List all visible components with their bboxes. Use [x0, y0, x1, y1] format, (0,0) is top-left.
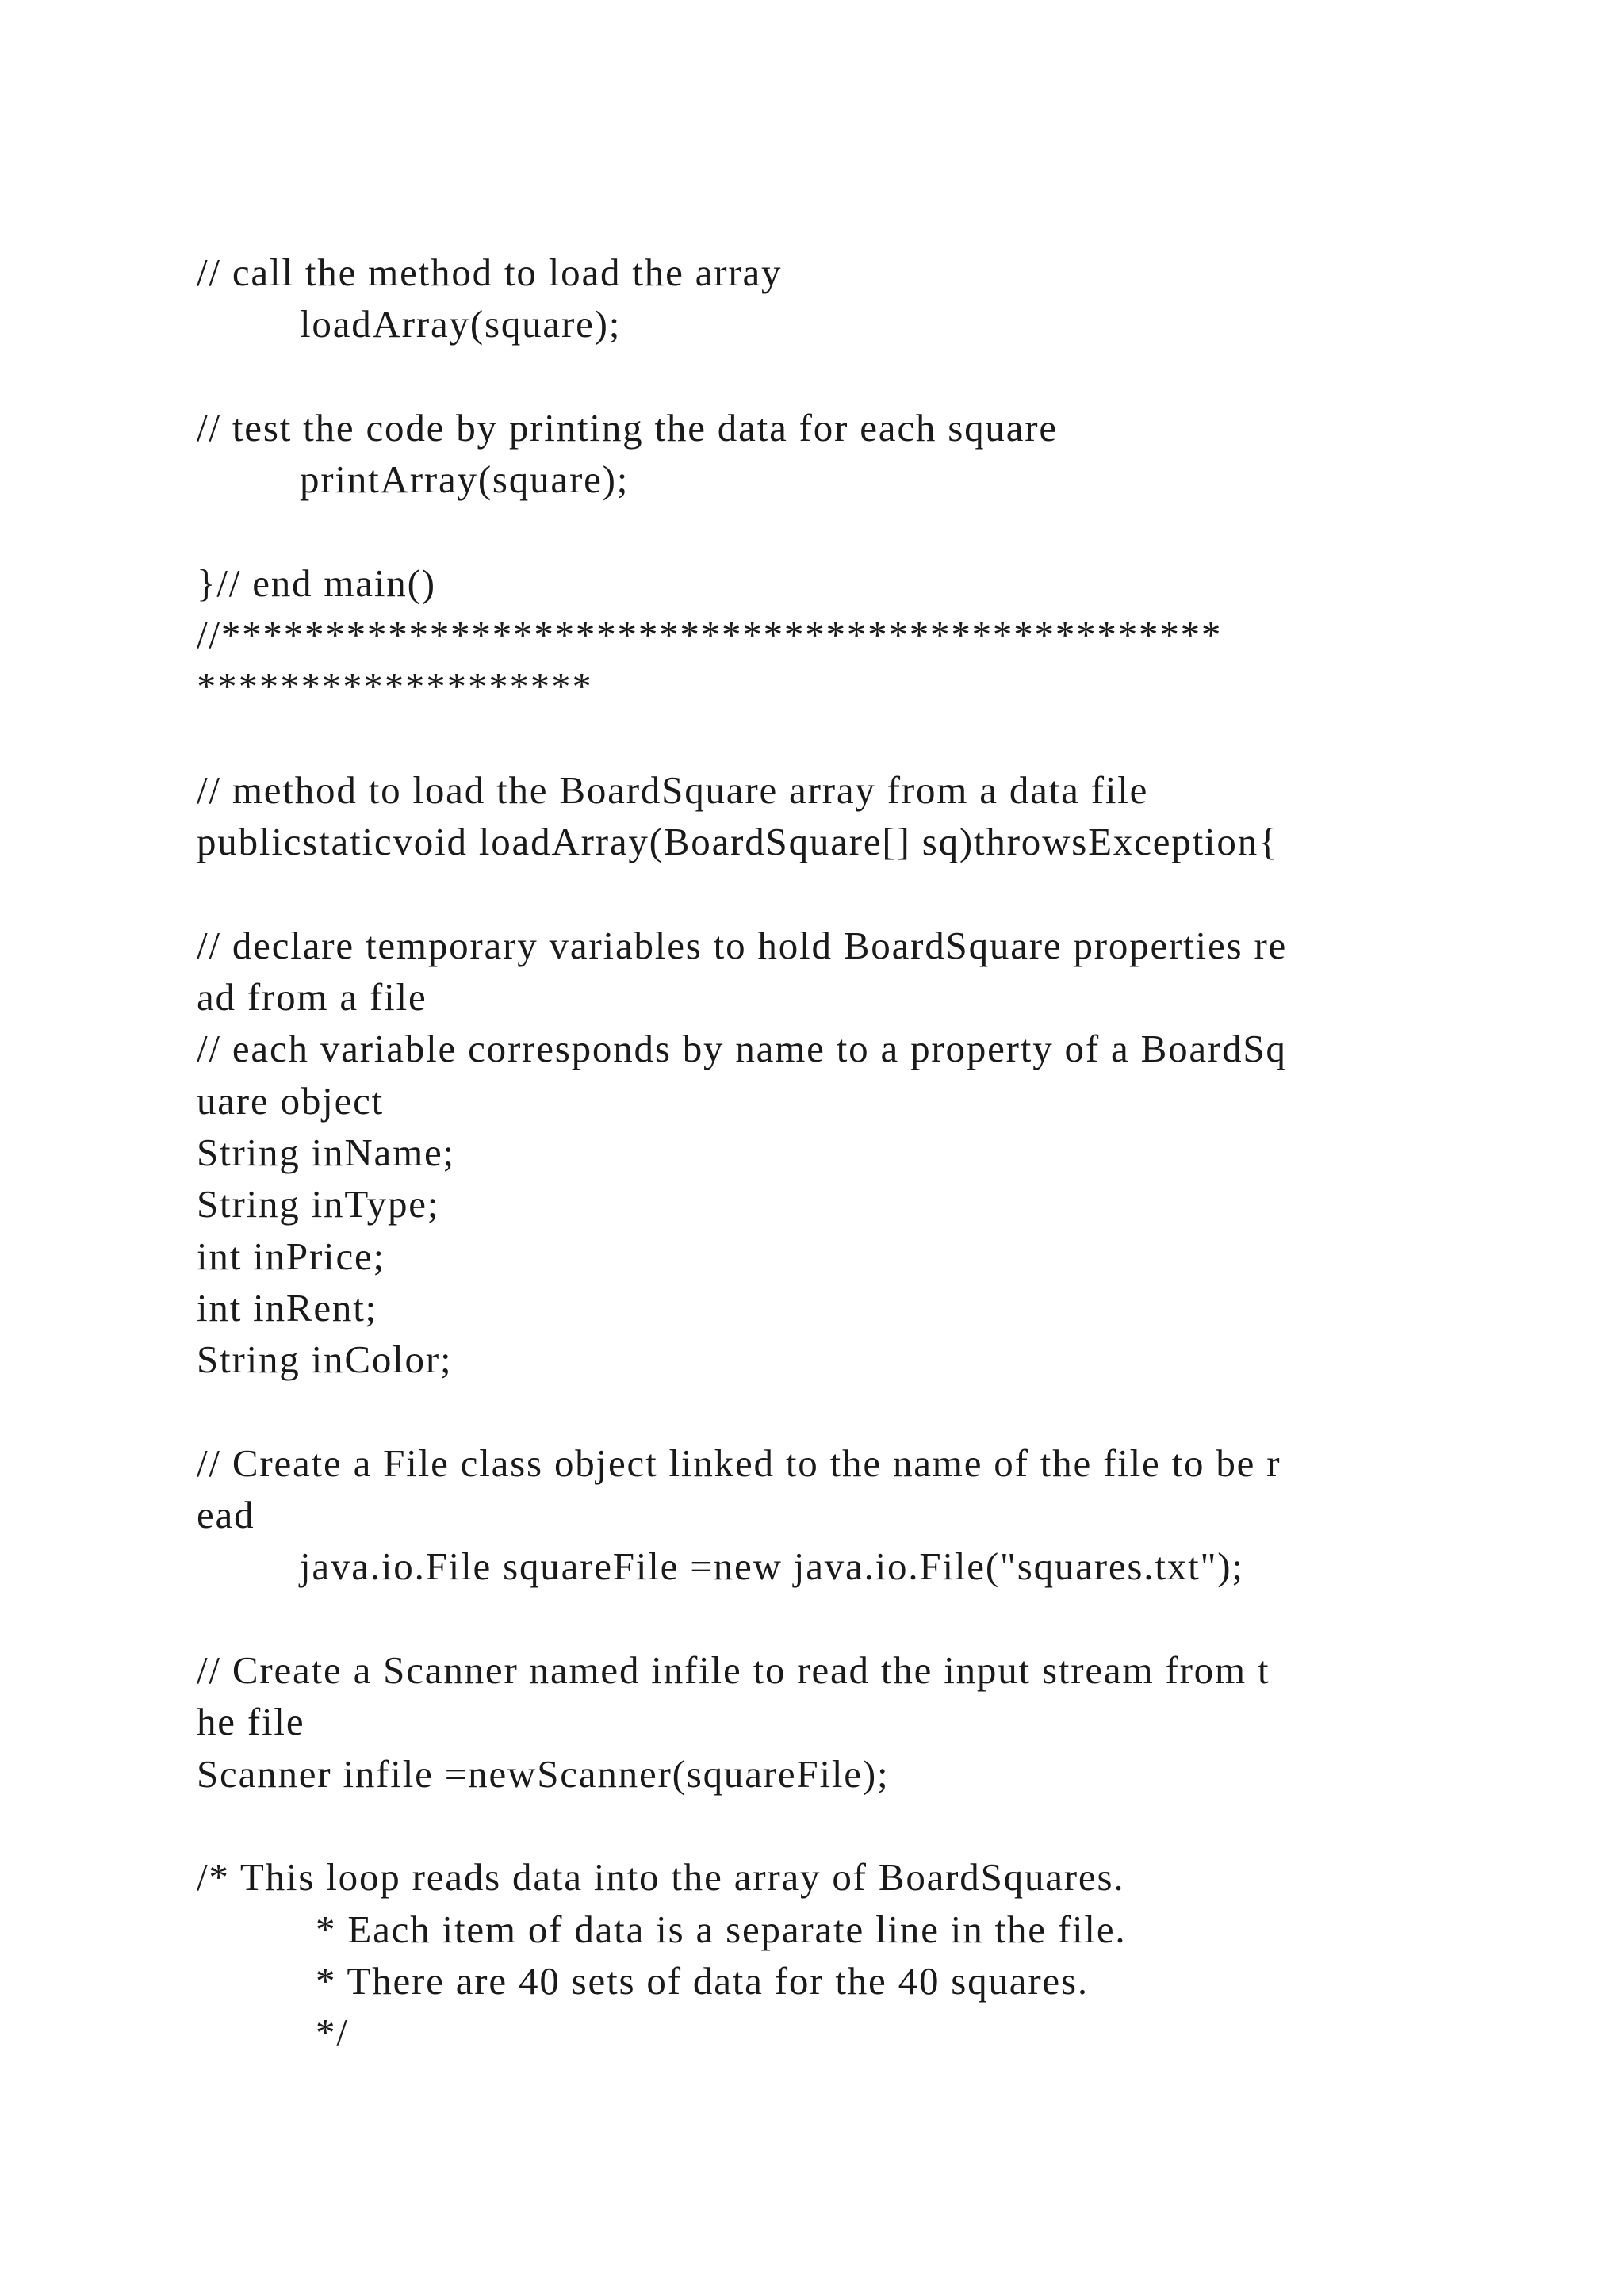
code-line: // Create a Scanner named infile to read the input stream from t [197, 1648, 1270, 1693]
code-line: //************************************************ [197, 613, 1223, 657]
blank-line [197, 713, 1513, 764]
code-line: * Each item of data is a separate line in the file. [316, 1907, 1127, 1951]
code-line: }// end main() [197, 561, 436, 605]
code-line: int inRent; [197, 1285, 378, 1330]
code-line: int inPrice; [197, 1234, 385, 1278]
code-line: String inColor; [197, 1337, 453, 1382]
blank-line [197, 1593, 1513, 1644]
code-line: publicstaticvoid loadArray(BoardSquare[] sq)throwsException{ [197, 820, 1279, 864]
code-line: ad from a file [197, 975, 427, 1020]
code-line: loadArray(square); [300, 302, 622, 346]
code-line: */ [316, 2011, 349, 2055]
blank-line [197, 1386, 1513, 1437]
code-line: // call the method to load the array [197, 251, 783, 294]
code-line: * There are 40 sets of data for the 40 squares. [316, 1958, 1089, 2003]
code-line: // declare temporary variables to hold BoardSquare properties re [197, 923, 1288, 967]
blank-line [197, 350, 1513, 402]
blank-line [197, 868, 1513, 920]
code-block [197, 247, 1513, 2058]
code-line: Scanner infile =newScanner(squareFile); [197, 1751, 890, 1796]
code-line: // Create a File class object linked to the name of the file to be r [197, 1441, 1281, 1485]
code-line: // each variable corresponds by name to a property of a BoardSq [197, 1027, 1287, 1071]
code-line: printArray(square); [300, 457, 630, 502]
code-line: java.io.File squareFile =new java.io.File("squares.txt"); [300, 1544, 1244, 1589]
code-line: String inType; [197, 1182, 440, 1226]
blank-line [197, 1800, 1513, 1851]
code-line: ead [197, 1493, 255, 1537]
blank-line [197, 505, 1513, 557]
code-line: // test the code by printing the data for each square [197, 405, 1058, 450]
code-line: he file [197, 1700, 305, 1744]
code-line: // method to load the BoardSquare array from a data file [197, 767, 1149, 812]
code-line: uare object [197, 1078, 385, 1123]
code-line: String inName; [197, 1131, 455, 1175]
code-line: /* This loop reads data into the array of BoardSquares. [197, 1855, 1125, 1900]
code-line: ******************* [197, 664, 593, 709]
